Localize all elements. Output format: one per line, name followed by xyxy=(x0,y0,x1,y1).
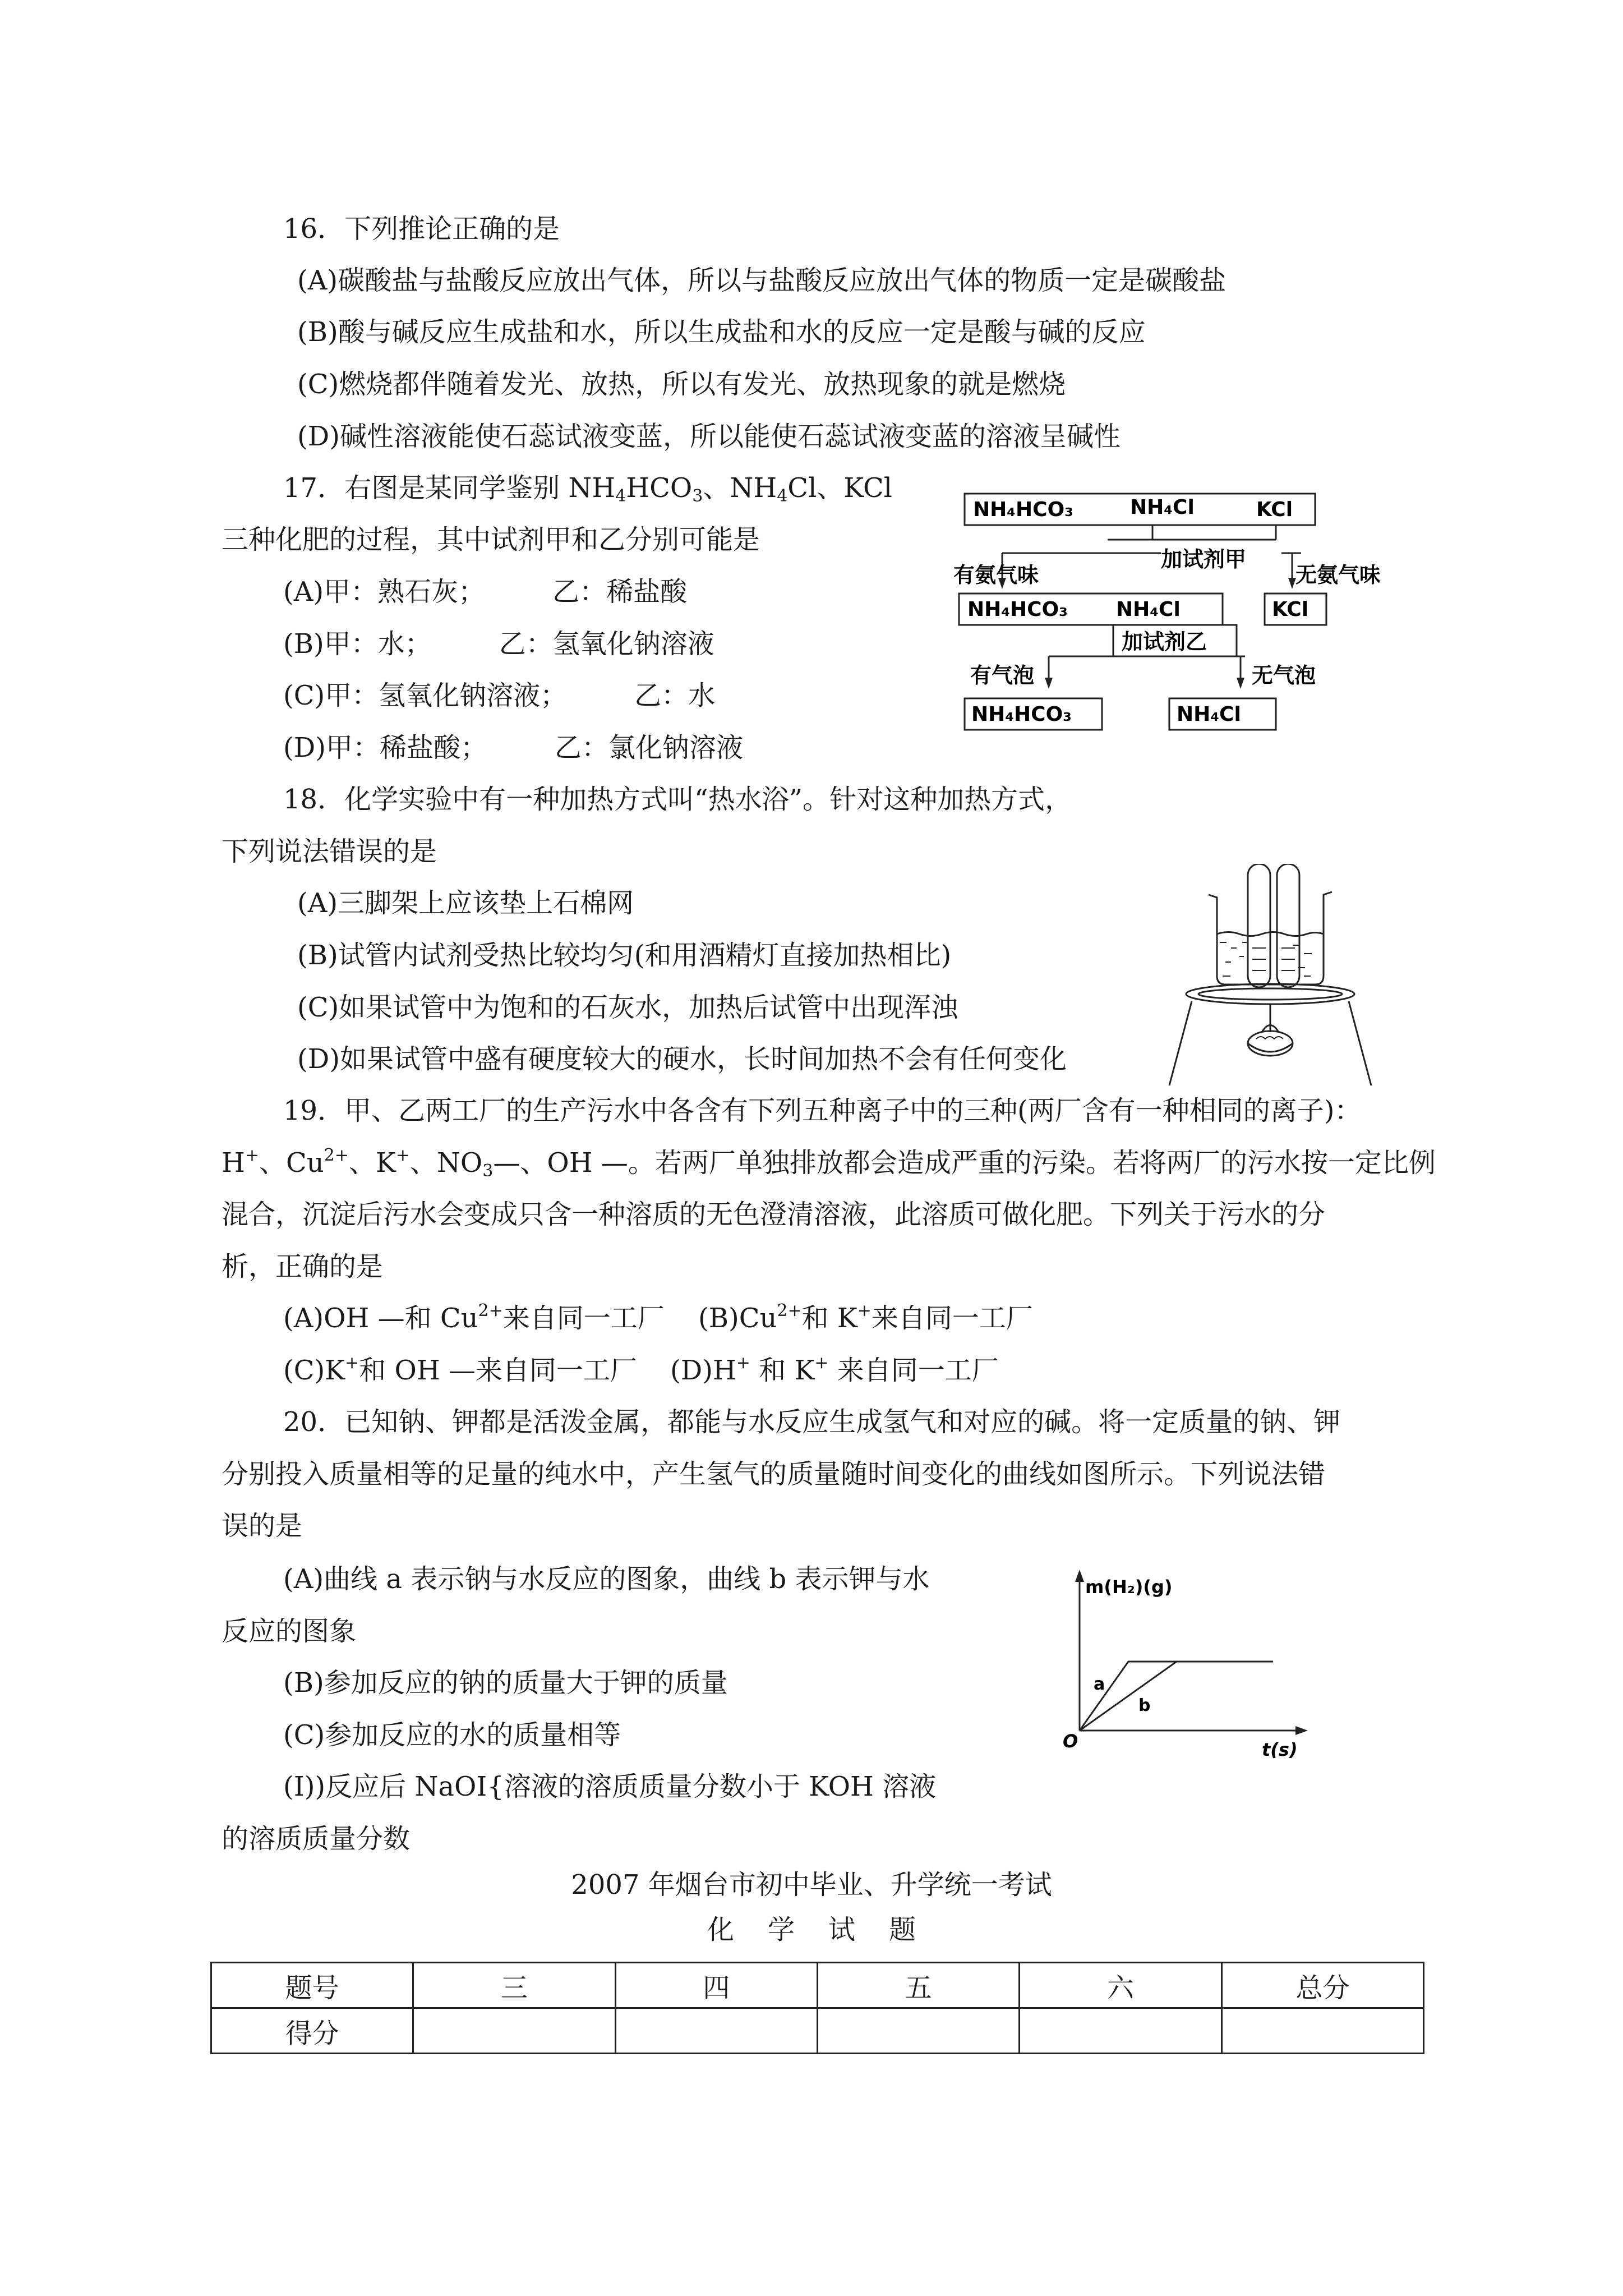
q18-option-b: (B)试管内试剂受热比较均匀(和用酒精灯直接加热相比) xyxy=(297,940,952,971)
q19-option-a: (A)OH —和 $Cu^{2+}$来自同一工厂 xyxy=(283,1301,665,1334)
q20-option-d-cont: 的溶质质量分数 xyxy=(222,1823,411,1855)
q20-line2: 分别投入质量相等的足量的纯水中，产生氢气的质量随时间变化的曲线如图所示。下列说法错 xyxy=(222,1458,1326,1490)
score-cell xyxy=(817,2008,1019,2054)
q17-option-a: (A)甲：熟石灰； 乙：稀盐酸 xyxy=(283,576,688,608)
q16-option-c: (C)燃烧都伴随着发光、放热，所以有发光、放热现象的就是燃烧 xyxy=(297,369,1066,400)
q18-option-d: (D)如果试管中盛有硬度较大的硬水，长时间加热不会有任何变化 xyxy=(297,1043,1067,1075)
curve-a xyxy=(1080,1662,1273,1731)
table-header-cell: 三 xyxy=(413,1963,615,2008)
curve-a-label: a xyxy=(1094,1674,1105,1694)
top-box-kcl: KCl xyxy=(1256,498,1293,521)
q17-option-d: (D)甲：稀盐酸； 乙：氯化钠溶液 xyxy=(283,732,743,763)
q20-stem: 20．已知钠、钾都是活泼金属，都能与水反应生成氢气和对应的碱。将一定质量的钠、钾 xyxy=(283,1406,1341,1438)
score-cell xyxy=(1221,2008,1423,2054)
reagent-jia-label: 加试剂甲 xyxy=(1161,547,1247,572)
q16-option-a: (A)碳酸盐与盐酸反应放出气体，所以与盐酸反应放出气体的物质一定是碳酸盐 xyxy=(297,265,1227,296)
no-ammonia-smell-label: 无氨气味 xyxy=(1295,563,1380,587)
q19-line4: 析，正确的是 xyxy=(222,1251,384,1282)
score-table-header-row xyxy=(211,1963,1424,2008)
q17-option-b: (B)甲：水； 乙：氢氧化钠溶液 xyxy=(283,628,714,660)
score-cell xyxy=(413,2008,615,2054)
table-header-cell: 总分 xyxy=(1221,1963,1423,2008)
table-header-cell: 题号 xyxy=(211,1963,413,2008)
fertilizer-identification-diagram xyxy=(953,482,1380,748)
has-bubbles-label: 有气泡 xyxy=(970,663,1035,688)
q17-stem: 17．右图是某同学鉴别 $NH_4HCO_3$、$NH_4Cl$、KCl xyxy=(283,472,893,506)
q17-option-c: (C)甲：氢氧化钠溶液； 乙：水 xyxy=(283,680,716,711)
exam-subtitle: 化学试题 xyxy=(707,1914,949,1945)
q20-option-b: (B)参加反应的钠的质量大于钾的质量 xyxy=(283,1667,728,1699)
q18-stem-line2: 下列说法错误的是 xyxy=(222,836,437,867)
result-nh4cl: NH₄Cl xyxy=(1177,703,1241,726)
score-table-score-row xyxy=(211,2008,1424,2054)
graph-origin-label: O xyxy=(1063,1731,1078,1752)
no-bubbles-label: 无气泡 xyxy=(1252,663,1316,688)
q20-option-d: (I))反应后 NaOI{溶液的溶质质量分数小于 KOH 溶液 xyxy=(283,1771,937,1802)
q16-option-b: (B)酸与碱反应生成盐和水，所以生成盐和水的反应一定是酸与碱的反应 xyxy=(297,316,1146,348)
graph-y-axis-label: m(H₂)(g) xyxy=(1085,1576,1173,1598)
score-cell xyxy=(1020,2008,1221,2054)
score-cell xyxy=(615,2008,817,2054)
q19-stem: 19．甲、乙两工厂的生产污水中各含有下列五种离子中的三种(两厂含有一种相同的离子)： xyxy=(283,1095,1362,1126)
table-header-cell: 六 xyxy=(1020,1963,1221,2008)
q20-option-a-cont: 反应的图象 xyxy=(222,1616,357,1647)
hydrogen-mass-time-graph xyxy=(1054,1559,1324,1764)
q20-line3: 误的是 xyxy=(222,1510,303,1542)
q18-option-a: (A)三脚架上应该垫上石棉网 xyxy=(297,887,634,919)
q16-option-d: (D)碱性溶液能使石蕊试液变蓝，所以能使石蕊试液变蓝的溶液呈碱性 xyxy=(297,421,1121,452)
table-header-cell: 五 xyxy=(817,1963,1019,2008)
q17-stem-line2: 三种化肥的过程，其中试剂甲和乙分别可能是 xyxy=(222,524,760,555)
q16-stem: 16．下列推论正确的是 xyxy=(283,213,560,245)
q19-option-d: (D)H+ 和 K+ 来自同一工厂 xyxy=(670,1353,999,1386)
mid-box-nh4cl: NH₄Cl xyxy=(1116,598,1181,621)
score-table xyxy=(210,1962,1424,2054)
q18-stem: 18．化学实验中有一种加热方式叫“热水浴”。针对这种加热方式， xyxy=(283,784,1072,815)
exam-title: 2007 年烟台市初中毕业、升学统一考试 xyxy=(571,1869,1052,1901)
right-box-kcl: KCl xyxy=(1272,598,1309,621)
result-nh4hco3: NH₄HCO₃ xyxy=(971,703,1072,726)
q19-line3: 混合，沉淀后污水会变成只含一种溶质的无色澄清溶液，此溶质可做化肥。下列关于污水的分 xyxy=(222,1199,1326,1230)
curve-b-label: b xyxy=(1138,1696,1151,1715)
has-ammonia-smell-label: 有氨气味 xyxy=(953,563,1039,587)
reagent-yi-label: 加试剂乙 xyxy=(1122,629,1207,654)
q18-option-c: (C)如果试管中为饱和的石灰水，加热后试管中出现浑浊 xyxy=(297,992,958,1023)
q20-option-c: (C)参加反应的水的质量相等 xyxy=(283,1719,621,1751)
q19-ions-line: H+、$Cu^{2+}$、K+、$NO_3—$、OH —。若两厂单独排放都会造成严重的污染。若将两厂的污水按一定比例 xyxy=(222,1145,1436,1181)
graph-x-axis-label: t(s) xyxy=(1262,1739,1298,1760)
table-row-label: 得分 xyxy=(211,2008,413,2054)
table-header-cell: 四 xyxy=(615,1963,817,2008)
water-bath-apparatus-illustration xyxy=(1164,864,1388,1096)
top-box-nh4cl: NH₄Cl xyxy=(1130,496,1195,519)
curve-b xyxy=(1080,1662,1177,1731)
q19-option-b: $(B)Cu^{2+}$和 K+来自同一工厂 xyxy=(698,1301,1033,1334)
top-box-nh4hco3: NH₄HCO₃ xyxy=(973,498,1073,521)
q20-option-a: (A)曲线 a 表示钠与水反应的图象，曲线 b 表示钾与水 xyxy=(283,1563,930,1595)
mid-box-nh4hco3: NH₄HCO₃ xyxy=(967,598,1068,621)
q19-option-c: (C)K+和 OH —来自同一工厂 xyxy=(283,1353,637,1386)
